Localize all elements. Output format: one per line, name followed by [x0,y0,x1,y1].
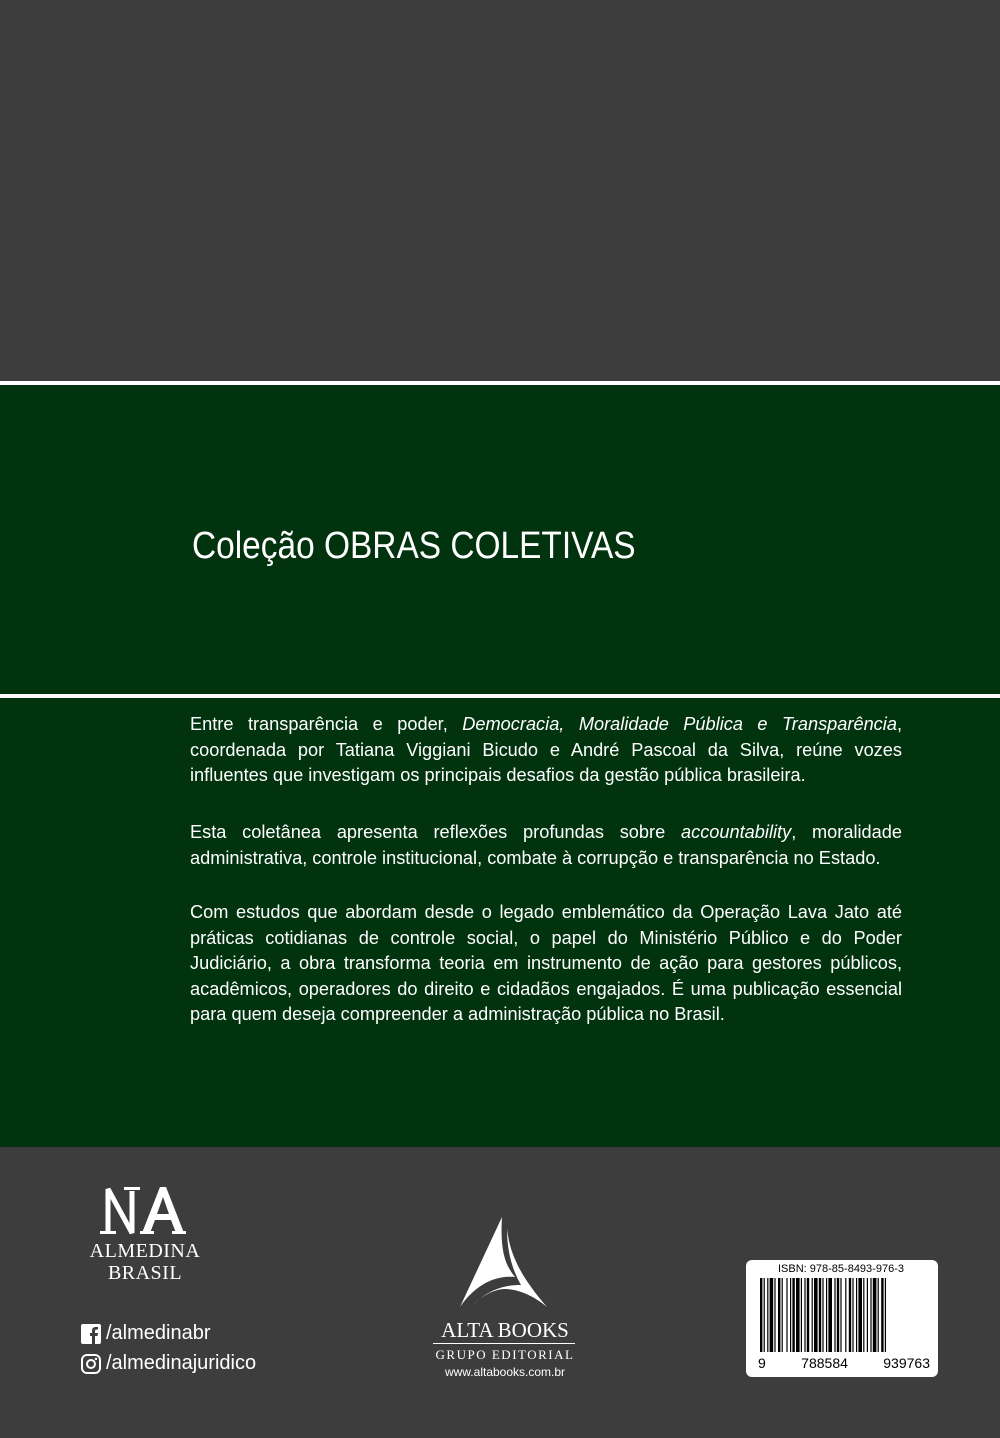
barcode-icon [752,1278,932,1356]
barcode-digit-group2: 939763 [883,1355,930,1371]
barcode-bar [837,1278,839,1352]
facebook-link[interactable] [80,1322,211,1345]
barcode-bar [885,1278,886,1352]
barcode-bar [790,1278,791,1352]
barcode-digit-group1: 788584 [801,1355,848,1371]
barcode-bar [792,1278,794,1352]
barcode-bar [834,1278,835,1352]
barcode-bar [770,1278,774,1352]
barcode-bar [796,1278,800,1352]
almedina-line1: ALMEDINA [89,1240,201,1262]
barcode-bar [870,1278,871,1352]
middle-divider [0,694,1000,698]
barcode-bar [814,1278,818,1352]
barcode-bar [878,1278,879,1352]
barcode-bar [856,1278,857,1352]
almedina-name [70,1240,220,1284]
p2-lead: Esta coletânea apresenta reflexões profundas sobre [190,822,681,842]
barcode-bar [840,1278,841,1352]
barcode-bar [873,1278,877,1352]
barcode-bar [858,1278,862,1352]
barcode-bar [804,1278,805,1352]
barcode-box [746,1260,938,1377]
isbn-label: ISBN: 978-85-8493-976-3 [778,1263,904,1275]
p2-rest: , moralidade administrativa, controle institucional, combate à corrupção e transparência no Estado. [190,822,902,868]
barcode-bar [801,1278,802,1352]
barcode-bar [782,1278,783,1352]
barcode-bar [826,1278,827,1352]
barcode-bar [778,1278,780,1352]
barcode-bar [867,1278,868,1352]
barcode-bar [822,1278,823,1352]
barcode-bar [764,1278,765,1352]
accountability-term: accountability [680,822,792,842]
barcode-bar [812,1278,813,1352]
almedina-line2: BRASIL [107,1262,183,1284]
description-paragraph-3: Com estudos que abordam desde o legado emblemático da Operação Lava Jato até práticas cotidianas de controle social, o papel do Ministério Público e do Poder Judiciário, a obra transforma teoria em instrumento de ação para gestores públicos, acadêmicos, operadores do direito e cidadãos engajados. É uma publicação essencial para quem deseja compreender a administração pública no Brasil. [190,902,902,1024]
alta-url[interactable]: www.altabooks.com.br [444,1365,566,1379]
alta-divider [433,1343,575,1344]
p1-lead: Entre transparência e poder, [190,714,463,734]
barcode-bar [819,1278,821,1352]
barcode-bar [863,1278,864,1352]
almedina-monogram-icon [80,1183,212,1239]
barcode-bar [760,1278,762,1352]
description-paragraph-2 [190,820,902,871]
barcode-bar [852,1278,853,1352]
alta-books-triangle-icon [455,1215,550,1315]
alta-books-name: ALTA BOOKS [441,1318,569,1342]
barcode-bar [774,1278,775,1352]
instagram-handle: /almedinajuridico [106,1352,257,1374]
barcode-digits [758,1355,930,1371]
facebook-handle: /almedinabr [106,1322,211,1344]
collection-title: Coleção OBRAS COLETIVAS [192,525,636,567]
barcode-bar [767,1278,768,1352]
instagram-link[interactable] [80,1352,256,1375]
barcode-bar [845,1278,846,1352]
p1-rest: , coordenada por Tatiana Viggiani Bicudo e André Pascoal da Silva, reúne vozes influentes que investigam os principais desafios da gestão pública brasileira. [190,714,902,785]
alta-subtitle: GRUPO EDITORIAL [435,1347,575,1362]
barcode-digit-lead: 9 [758,1355,766,1371]
instagram-icon [80,1353,102,1375]
book-title: Democracia, Moralidade Pública e Transparência [462,714,897,734]
barcode-bar [807,1278,809,1352]
top-gray-panel [0,0,1000,381]
description-paragraph-1 [190,712,902,789]
barcode-bar [881,1278,883,1352]
barcode-bar [786,1278,787,1352]
facebook-icon [80,1323,102,1345]
barcode-bar [828,1278,832,1352]
barcode-bar [849,1278,851,1352]
